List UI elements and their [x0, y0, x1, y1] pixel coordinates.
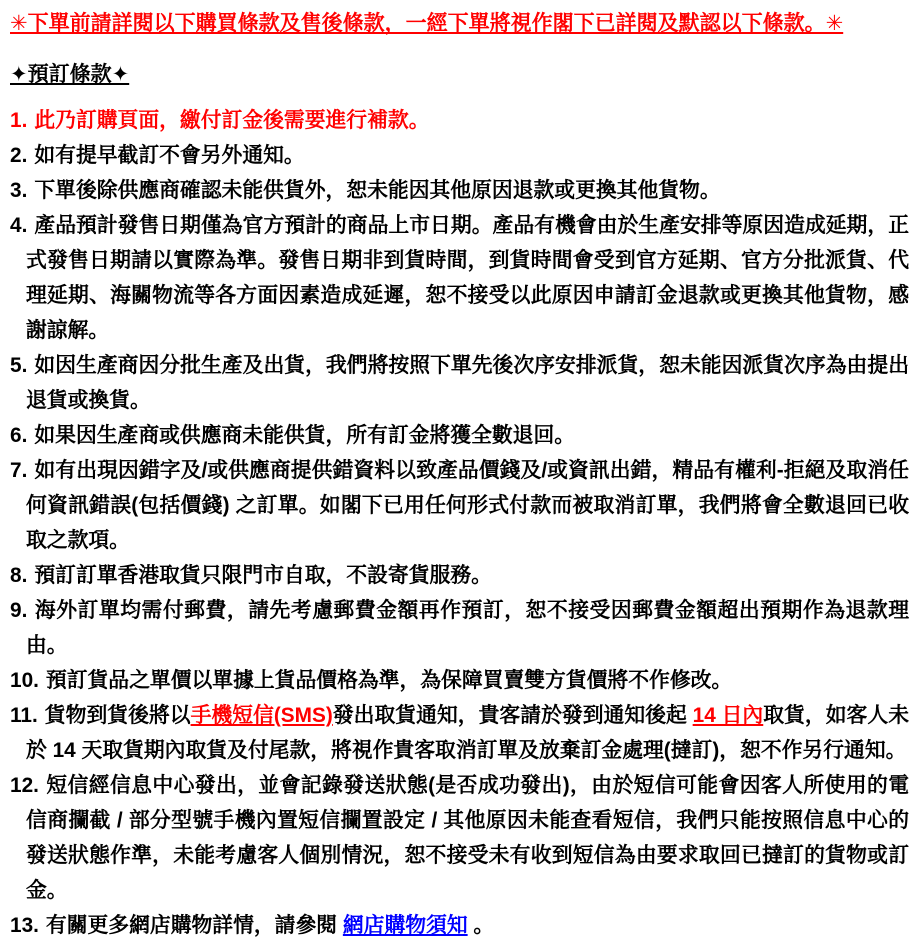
term-segment: 如果因生產商或供應商未能供貨，所有訂金將獲全數退回。	[34, 424, 576, 447]
term-number: 12.	[10, 774, 39, 797]
term-segment: 下單後除供應商確認未能供貨外，恕未能因其他原因退款或更換其他貨物。	[34, 179, 721, 202]
term-segment: 有關更多網店購物詳情，請參閱	[45, 914, 343, 937]
term-text	[26, 704, 909, 762]
term-item	[10, 138, 909, 173]
term-segment: 預訂貨品之單價以單據上貨品價格為準，為保障買賣雙方貨價將不作修改。	[45, 669, 733, 692]
term-text	[26, 599, 909, 657]
term-text	[34, 564, 492, 587]
term-item	[10, 348, 909, 418]
term-text	[26, 459, 909, 552]
term-item	[10, 418, 909, 453]
term-text	[46, 669, 732, 692]
term-number: 7.	[10, 459, 28, 482]
term-emphasis: 14 日內	[692, 704, 764, 727]
term-item	[10, 698, 909, 768]
term-segment: 產品預計發售日期僅為官方預計的商品上市日期。產品有機會由於生產安排等原因造成延期，正式發售日期請以實際為準。發售日期非到貨時間，到貨時間會受到官方延期、官方分批派貨、代理延期、海關物流等各方面因素造成延遲，恕不接受以此原因申請訂金退款或更換其他貨物，感謝諒解。	[26, 214, 909, 342]
term-number: 2.	[10, 144, 28, 167]
term-item	[10, 593, 909, 663]
term-emphasis: 手機短信(SMS)	[190, 704, 333, 727]
term-text	[26, 354, 909, 412]
term-segment: 如有提早截訂不會另外通知。	[34, 144, 305, 167]
term-item	[10, 908, 909, 943]
term-text	[46, 914, 494, 937]
term-text	[34, 179, 720, 202]
term-item	[10, 663, 909, 698]
preorder-terms-title: ✦預訂條款✦	[10, 63, 130, 86]
term-segment: 。	[467, 914, 495, 937]
term-number: 10.	[10, 669, 39, 692]
term-number: 8.	[10, 564, 28, 587]
term-item	[10, 173, 909, 208]
term-segment: 發出取貨通知，貴客請於發到通知後起	[332, 704, 693, 727]
term-segment: 取貨，如客人未於 14 天取貨期內取貨及付尾款，將視作貴客取消訂單及放棄訂金處理(撻訂)，恕不作另行通知。	[26, 704, 909, 762]
term-item	[10, 558, 909, 593]
term-segment: 如有出現因錯字及/或供應商提供錯資料以致產品價錢及/或資訊出錯，精品有權利-拒絕及取消任何資訊錯誤(包括價錢) 之訂單。如閣下已用任何形式付款而被取消訂單，我們將會全數退回已收取之款項。	[26, 459, 909, 552]
term-segment: 預訂訂單香港取貨只限門市自取，不設寄貨服務。	[34, 564, 492, 587]
term-number: 6.	[10, 424, 28, 447]
purchase-warning-header: ✳下單前請詳閱以下購買條款及售後條款，一經下單將視作閣下已詳閱及默認以下條款。✳	[10, 12, 844, 35]
term-segment: 海外訂單均需付郵費，請先考慮郵費金額再作預訂，恕不接受因郵費金額超出預期作為退款理由。	[26, 599, 909, 657]
store-shopping-notice-link[interactable]: 網店購物須知	[342, 914, 468, 937]
term-number: 13.	[10, 914, 39, 937]
term-emphasis: 此乃訂購頁面，繳付訂金後需要進行補款。	[34, 109, 430, 132]
term-text	[26, 214, 909, 342]
term-text	[34, 109, 429, 132]
term-item	[10, 208, 909, 348]
term-number: 3.	[10, 179, 28, 202]
term-number: 9.	[10, 599, 28, 622]
term-item	[10, 453, 909, 558]
term-text	[34, 424, 575, 447]
term-number: 4.	[10, 214, 28, 237]
term-number: 5.	[10, 354, 28, 377]
terms-list	[10, 103, 909, 943]
term-text	[34, 144, 304, 167]
term-segment: 短信經信息中心發出，並會記錄發送狀態(是否成功發出)，由於短信可能會因客人所使用的電信商攔截 / 部分型號手機內置短信攔置設定 / 其他原因未能查看短信，我們只能按照信息中心的發送狀態作準，未能考慮客人個別情況，恕不接受未有收到短信為由要求取回已撻訂的貨物或訂金。	[26, 774, 909, 902]
term-segment: 如因生產商因分批生產及出貨，我們將按照下單先後次序安排派貨，恕未能因派貨次序為由提出退貨或換貨。	[26, 354, 909, 412]
term-number: 11.	[10, 704, 38, 727]
term-item	[10, 103, 909, 138]
term-segment: 貨物到貨後將以	[44, 704, 191, 727]
term-item	[10, 768, 909, 908]
term-text	[26, 774, 909, 902]
term-number: 1.	[10, 109, 28, 132]
